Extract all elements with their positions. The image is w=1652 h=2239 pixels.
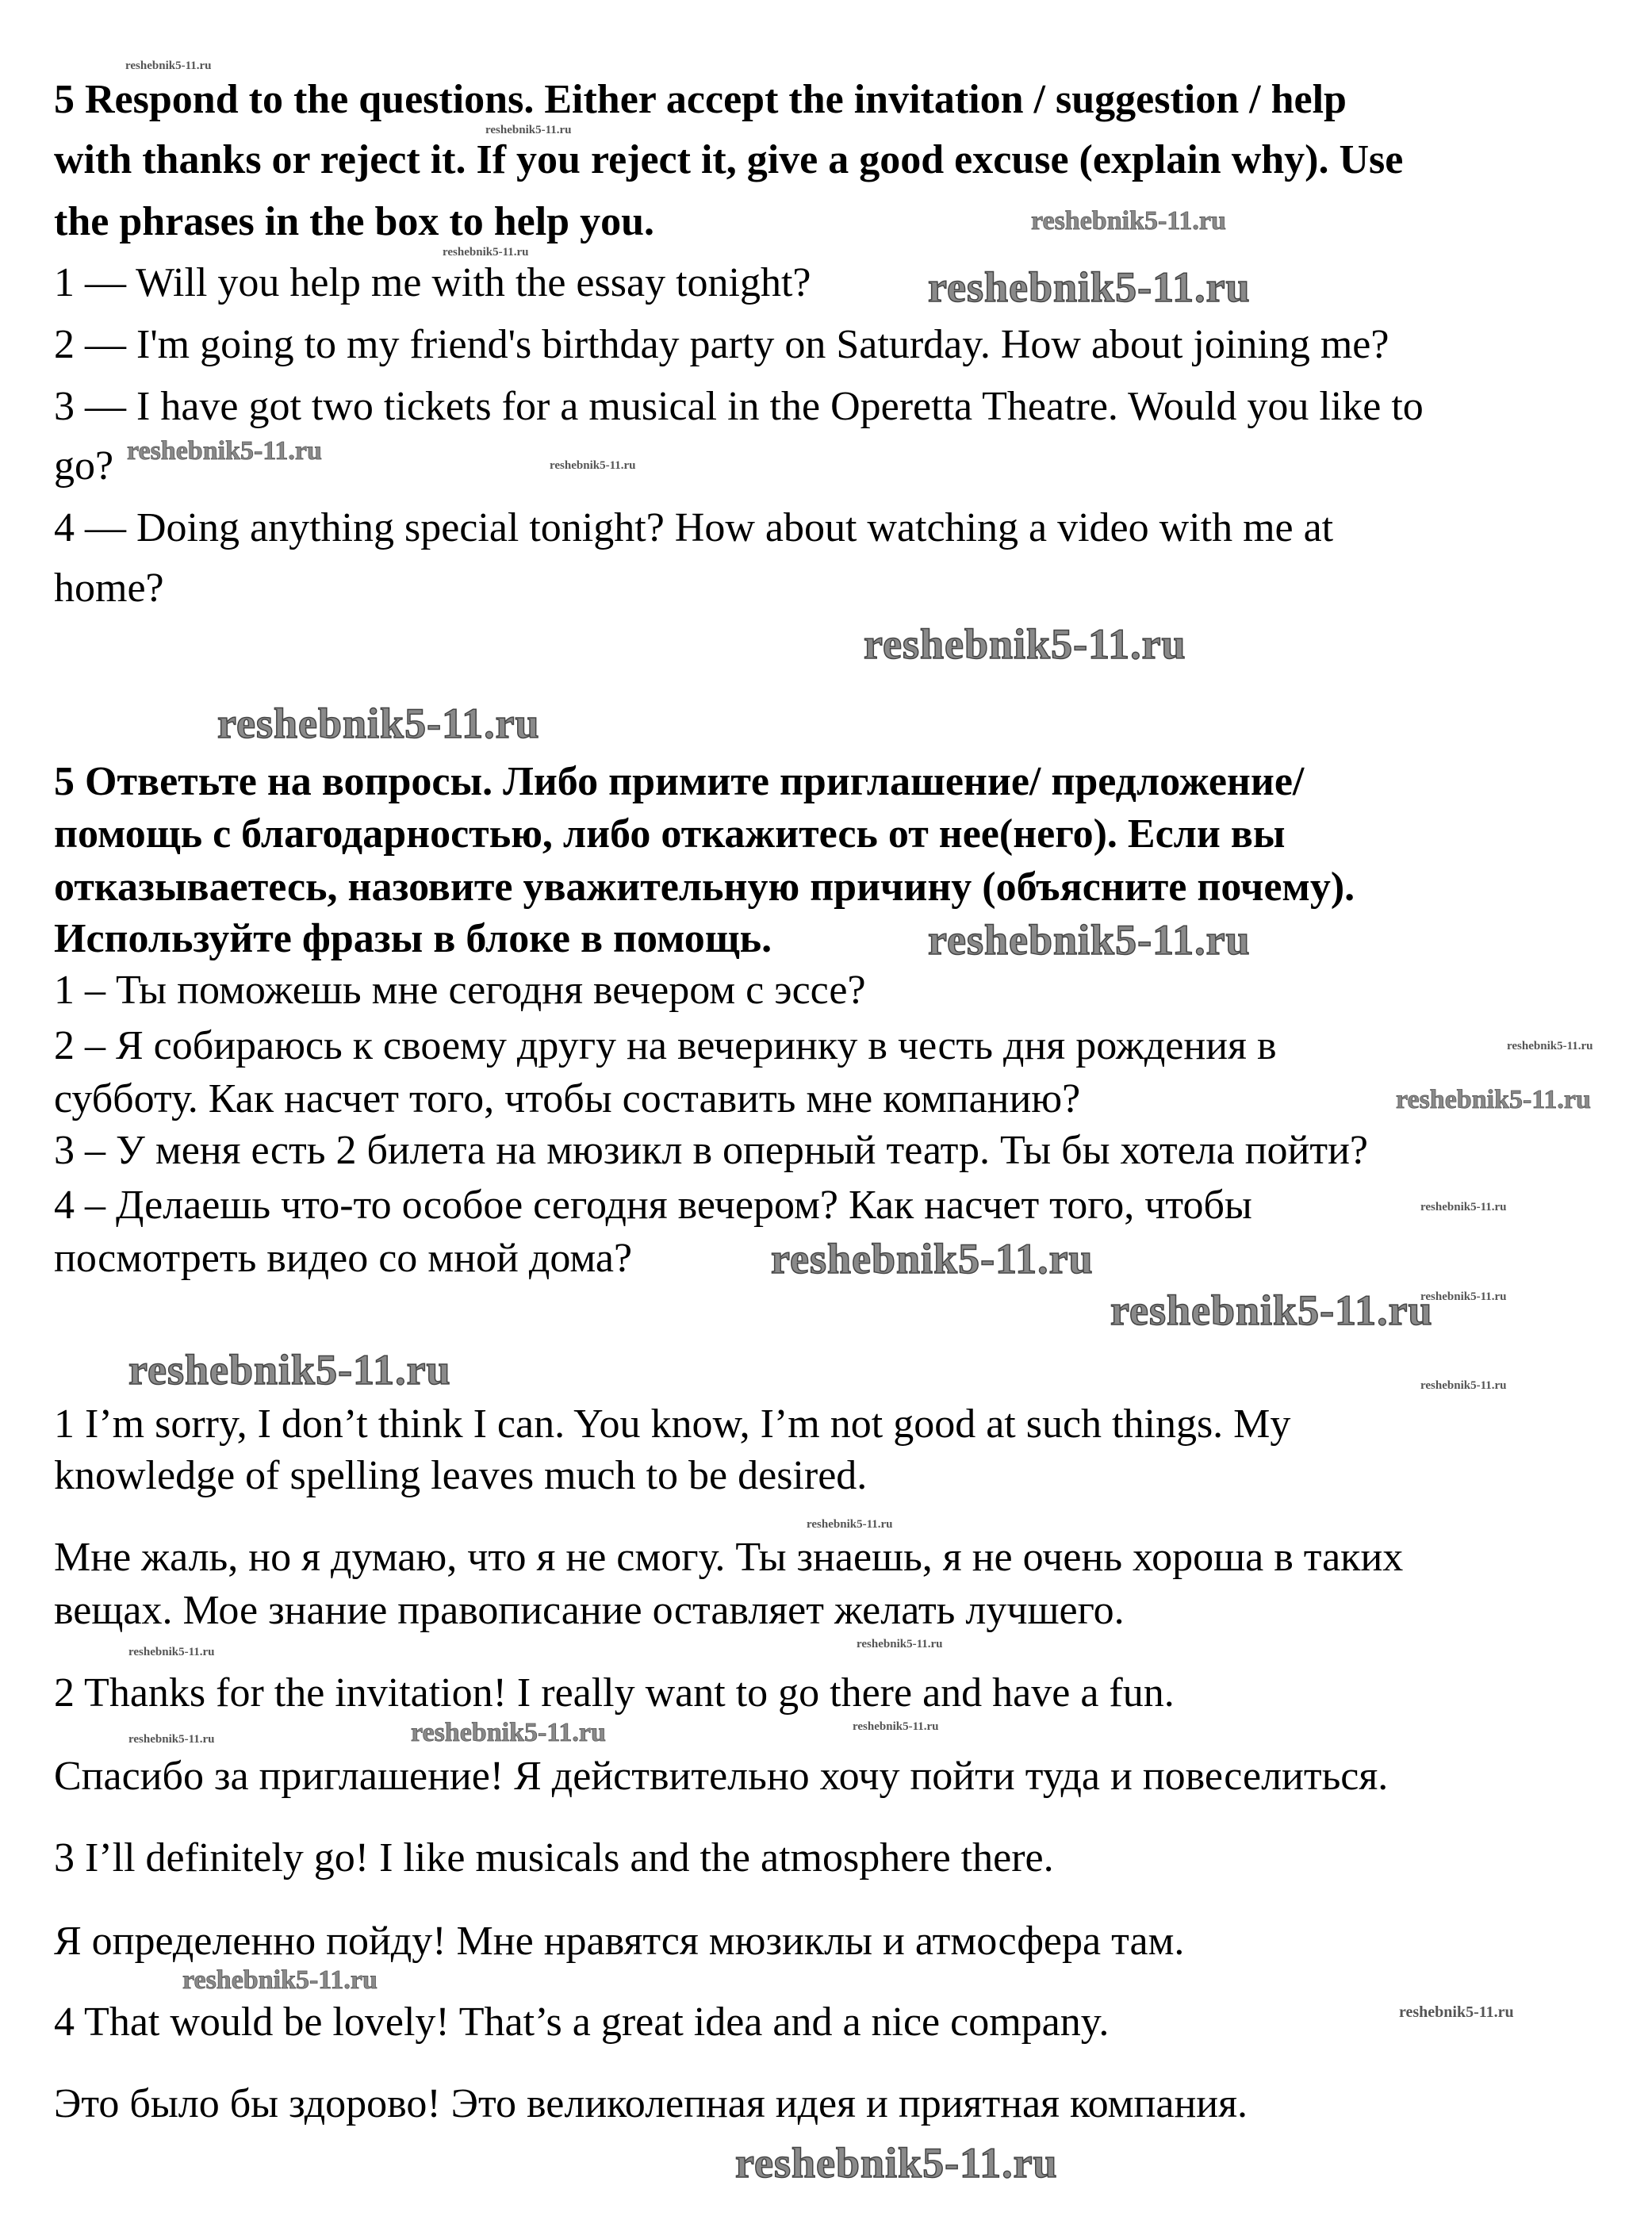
watermark: reshebnik5-11.ru	[1420, 1290, 1507, 1303]
watermark: reshebnik5-11.ru	[443, 246, 529, 259]
question-line: 1 — Will you help me with the essay tonight?	[54, 260, 811, 305]
question-line: посмотреть видео со мной дома?	[54, 1236, 633, 1281]
question-line: go?	[54, 443, 114, 489]
watermark: reshebnik5-11.ru	[853, 1720, 939, 1733]
answer-en: 4 That would be lovely! That’s a great idea and a nice company.	[54, 1999, 1110, 2045]
watermark: reshebnik5-11.ru	[125, 59, 212, 72]
answer-en: knowledge of spelling leaves much to be desired.	[54, 1453, 868, 1498]
watermark: reshebnik5-11.ru	[807, 1518, 893, 1531]
watermark: reshebnik5-11.ru	[928, 263, 1251, 311]
question-line: home?	[54, 566, 164, 611]
heading-line: 5 Respond to the questions. Either accept the invitation / suggestion / help	[54, 77, 1347, 122]
answer-ru: вещах. Мое знание правописание оставляет желать лучшего.	[54, 1588, 1125, 1633]
heading-line: the phrases in the box to help you.	[54, 199, 654, 244]
watermark: reshebnik5-11.ru	[1031, 206, 1226, 236]
watermark: reshebnik5-11.ru	[771, 1235, 1094, 1282]
answer-en: 2 Thanks for the invitation! I really want to go there and have a fun.	[54, 1670, 1175, 1716]
watermark: reshebnik5-11.ru	[1507, 1040, 1593, 1052]
heading-line: with thanks or reject it. If you reject it, give a good excuse (explain why). Use	[54, 137, 1404, 182]
watermark: reshebnik5-11.ru	[1110, 1286, 1433, 1334]
answer-ru: Спасибо за приглашение! Я действительно хочу пойти туда и повеселиться.	[54, 1754, 1389, 1799]
watermark: reshebnik5-11.ru	[1399, 2003, 1514, 2021]
watermark: reshebnik5-11.ru	[1396, 1085, 1591, 1114]
watermark: reshebnik5-11.ru	[1420, 1379, 1507, 1392]
watermark: reshebnik5-11.ru	[864, 620, 1186, 668]
question-line: 4 – Делаешь что-то особое сегодня вечером? Как насчет того, чтобы	[54, 1183, 1252, 1228]
heading-line: помощь с благодарностью, либо откажитесь от нее(него). Если вы	[54, 811, 1286, 857]
question-line: 4 — Doing anything special tonight? How about watching a video with me at	[54, 505, 1334, 550]
question-line: 2 — I'm going to my friend's birthday party on Saturday. How about joining me?	[54, 322, 1389, 367]
question-line: 1 – Ты поможешь мне сегодня вечером с эссе?	[54, 968, 866, 1013]
question-line: 3 — I have got two tickets for a musical in the Operetta Theatre. Would you like to	[54, 384, 1424, 429]
answer-ru: Мне жаль, но я думаю, что я не смогу. Ты знаешь, я не очень хороша в таких	[54, 1535, 1404, 1580]
answer-en: 3 I’ll definitely go! I like musicals and the atmosphere there.	[54, 1835, 1054, 1881]
watermark: reshebnik5-11.ru	[928, 916, 1251, 964]
heading-line: Используйте фразы в блоке в помощь.	[54, 916, 772, 961]
question-line: 3 – У меня есть 2 билета на мюзикл в оперный театр. Ты бы хотела пойти?	[54, 1128, 1368, 1173]
watermark: reshebnik5-11.ru	[550, 459, 636, 472]
answer-ru: Я определенно пойду! Мне нравятся мюзиклы и атмосфера там.	[54, 1919, 1185, 1964]
watermark: reshebnik5-11.ru	[128, 1733, 215, 1746]
watermark: reshebnik5-11.ru	[217, 700, 540, 747]
watermark: reshebnik5-11.ru	[1420, 1201, 1507, 1213]
watermark: reshebnik5-11.ru	[485, 124, 572, 136]
answer-ru: Это было бы здорово! Это великолепная идея и приятная компания.	[54, 2081, 1248, 2126]
watermark: reshebnik5-11.ru	[127, 436, 322, 466]
watermark: reshebnik5-11.ru	[128, 1346, 451, 1394]
watermark: reshebnik5-11.ru	[411, 1718, 606, 1747]
watermark: reshebnik5-11.ru	[182, 1965, 378, 1995]
watermark: reshebnik5-11.ru	[735, 2139, 1058, 2187]
answer-en: 1 I’m sorry, I don’t think I can. You know, I’m not good at such things. My	[54, 1401, 1291, 1447]
watermark: reshebnik5-11.ru	[128, 1646, 215, 1658]
watermark: reshebnik5-11.ru	[857, 1638, 943, 1650]
question-line: субботу. Как насчет того, чтобы составить мне компанию?	[54, 1076, 1081, 1121]
question-line: 2 – Я собираюсь к своему другу на вечеринку в честь дня рождения в	[54, 1023, 1277, 1068]
heading-line: отказываетесь, назовите уважительную причину (объясните почему).	[54, 865, 1355, 910]
heading-line: 5 Ответьте на вопросы. Либо примите приглашение/ предложение/	[54, 759, 1305, 804]
